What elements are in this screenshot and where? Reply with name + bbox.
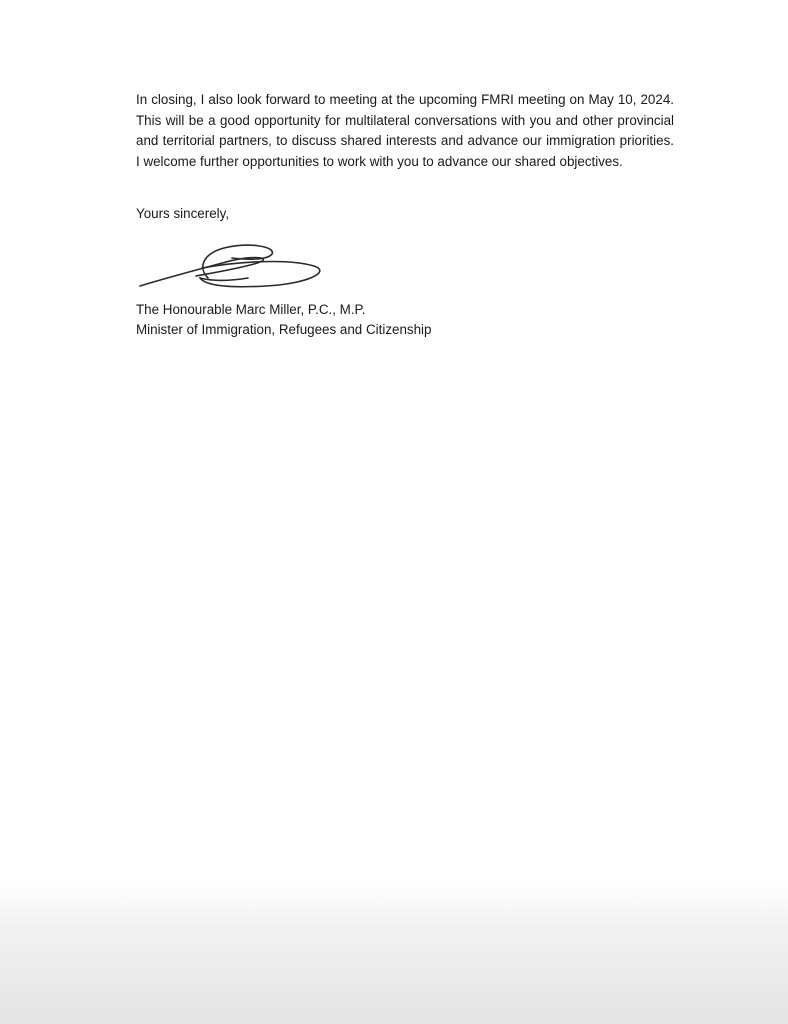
signer-title: Minister of Immigration, Refugees and Citizenship [136, 322, 432, 337]
handwritten-signature [136, 238, 326, 300]
signer-name: The Honourable Marc Miller, P.C., M.P. [136, 302, 366, 317]
letter-body-paragraph: In closing, I also look forward to meeting at the upcoming FMRI meeting on May 10, 2024. This will be a good opportunity for multilateral conversations with you and other provincial and territorial partners, to discuss shared interests and advance our immigration priorities. I welcome further opportunities to work with you to advance our shared objectives. [136, 92, 674, 169]
closing-salutation: Yours sincerely, [136, 206, 230, 221]
signer-block [136, 300, 431, 340]
